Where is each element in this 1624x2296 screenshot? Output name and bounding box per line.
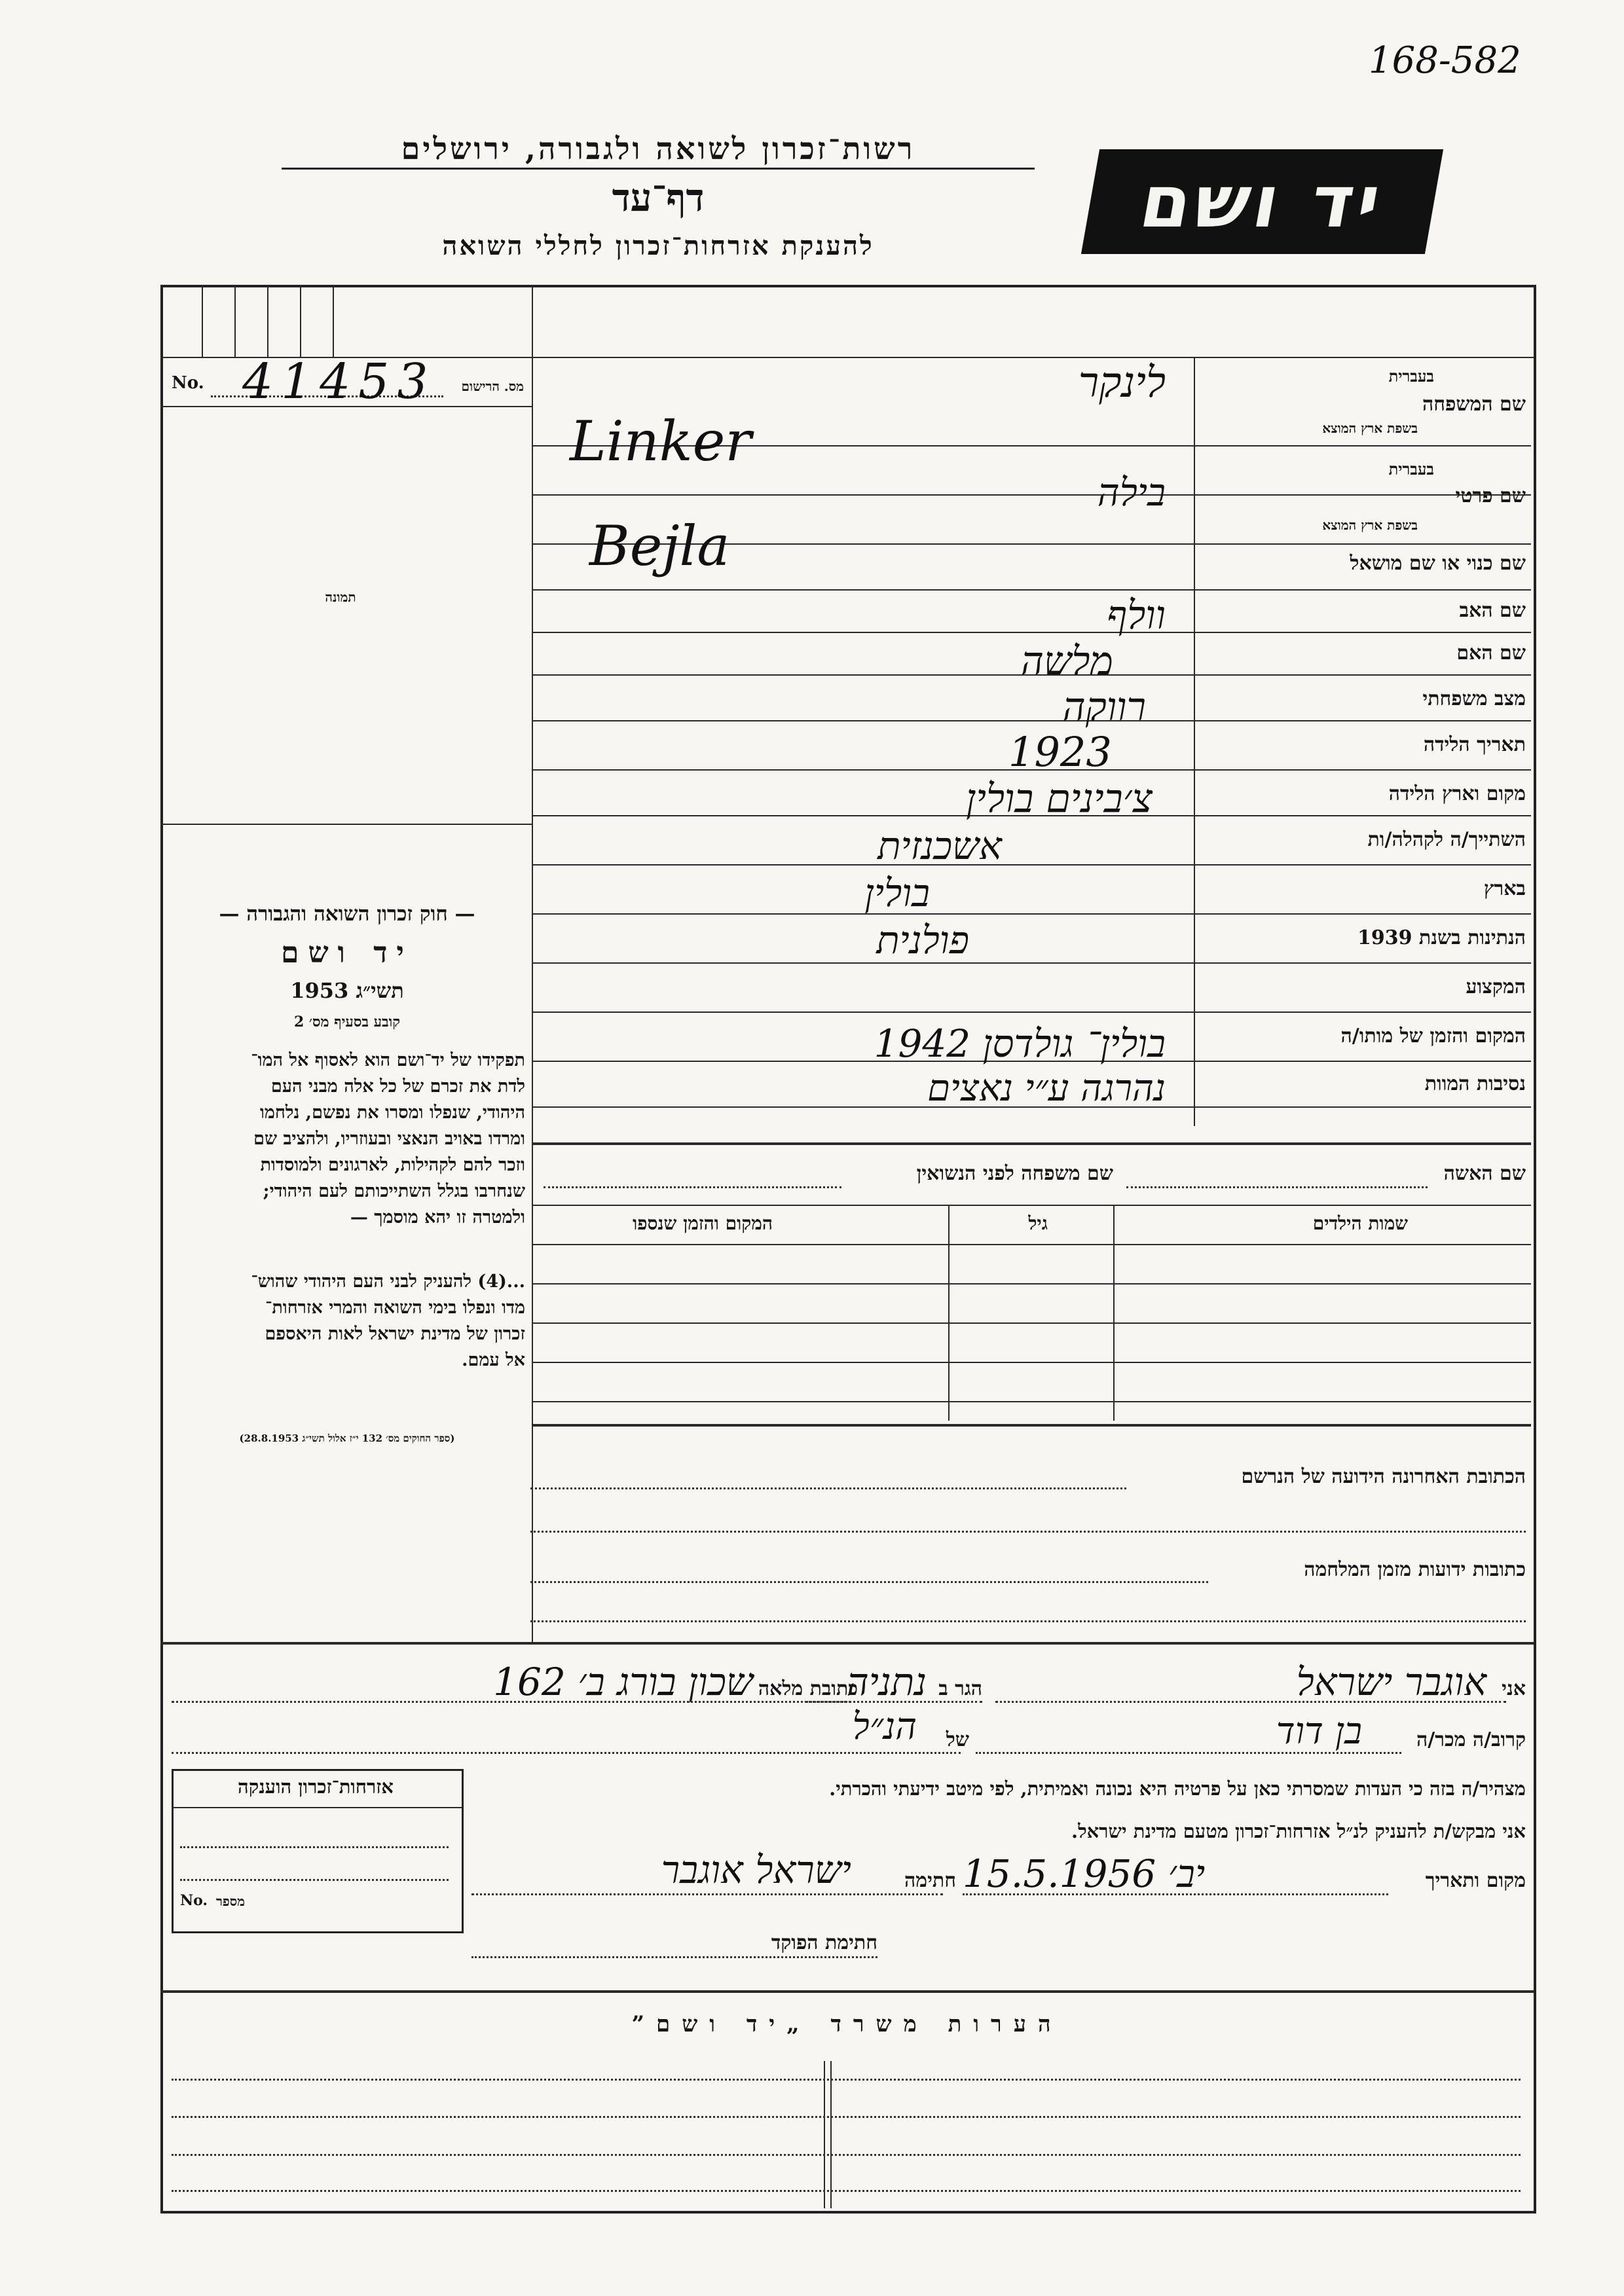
- label-relation: קרוב/ה מכר/ה: [1416, 1728, 1526, 1751]
- label-country: בארץ: [1483, 877, 1526, 900]
- grant-box-title: אזרחות־זכרון הוענקה: [238, 1776, 394, 1798]
- label-first-name-hebrew: בעברית: [1388, 460, 1434, 479]
- label-clerk-signature: חתימת הפוקד: [771, 1931, 877, 1954]
- label-father-name: שם האב: [1459, 599, 1526, 622]
- value-citizenship-1939: פולנית: [876, 918, 969, 962]
- value-birth-place: צ׳בינים בולין: [965, 776, 1153, 822]
- label-wartime-addresses: כתובות ידועות מזמן המלחמה: [1304, 1558, 1526, 1581]
- label-first-name: שם פרטי: [1455, 484, 1526, 507]
- label-family-name: שם המשפחה: [1422, 393, 1526, 416]
- label-signature: חתימה: [904, 1869, 956, 1892]
- label-declarant: אני: [1502, 1677, 1526, 1700]
- declaration-statement-2: אני מבקש/ת להעניק לנ״ל אזרחות־זכרון מטעם מדינת ישראל.: [1071, 1820, 1526, 1842]
- label-mother-name: שם האם: [1456, 642, 1526, 665]
- law-citation: (ספר החוקים מס׳ 132 י״ז אלול תשי״ג 28.8.1953): [239, 1432, 455, 1444]
- form-subtitle: להענקת אזרחות־זכרון לחללי השואה: [442, 230, 874, 261]
- value-address: שכון בורג ב׳ 162: [493, 1660, 753, 1704]
- value-death-place-time: בולין־ גולדסן 1942: [874, 1021, 1166, 1066]
- grant-box-no-label: No.: [180, 1892, 208, 1909]
- label-last-known-address: הכתובת האחרונה הידועה של הנרשם: [1241, 1465, 1526, 1488]
- value-death-circumstances: נהרגה ע״י נאצים: [927, 1067, 1166, 1110]
- label-of: של: [946, 1728, 969, 1751]
- law-name: יד ושם: [281, 936, 413, 970]
- value-first-name: בילה: [1097, 470, 1166, 515]
- registration-number: 41453: [242, 354, 436, 410]
- law-paragraph-2: ...(4) להעניק לבני העם היהודי שהוש־ מדו ונפלו בימי השואה והמרי אזרחות־ זכרון של מדינת ישראל לאות היאספם אל עמם.: [251, 1271, 525, 1370]
- logo-text: יד ושם: [1134, 160, 1391, 244]
- archive-number: 168-582: [1369, 39, 1521, 82]
- law-paragraph-1: תפקידו של יד־ושם הוא לאסוף אל המו־ לדת את זכרם של כל אלה מבני העם היהודי, שנפלו ומסרו את נפשם, נלחמו ומרדו באויב הנאצי ובעוזריו, ולהציב שם וזכר להם לקהילות, לארגונים ולמוסדות שנחרבו בגלל השתייכותם לעם היהודי; ולמטרה זו יהא מוסמך —: [251, 1050, 525, 1228]
- label-full-address: כתובת מלאה: [758, 1677, 858, 1700]
- label-resides: הגר ב: [938, 1677, 982, 1700]
- law-year: תשי״ג 1953: [290, 978, 404, 1003]
- office-remarks-title: הערות משרד „יד ושם”: [631, 2011, 1063, 2037]
- law-title: — חוק זכרון השואה והגבורה —: [219, 902, 475, 926]
- value-place-date: יב׳ 15.5.1956: [963, 1851, 1206, 1896]
- value-father-name: וולף: [1107, 592, 1166, 638]
- value-family-name-latin: Linker: [570, 409, 752, 473]
- label-death-place-time: המקום והזמן של מותו/ה: [1340, 1025, 1526, 1048]
- grant-box-number-label: מספר: [216, 1893, 245, 1909]
- value-first-name-latin: Bejla: [589, 514, 730, 578]
- declaration-statement-1: מצהיר/ה בזה כי העדות שמסרתי כאן על פרטיה היא נכונה ואמיתית, לפי מיטב ידיעתי והכרתי.: [829, 1777, 1526, 1800]
- label-family-name-hebrew: בעברית: [1388, 367, 1434, 386]
- registration-label: מס. הרישום: [461, 378, 524, 394]
- registration-no-label: No.: [172, 373, 204, 393]
- label-birth-date: תאריך הלידה: [1423, 733, 1526, 756]
- value-mother-name: מלשה: [1020, 638, 1113, 684]
- label-first-name-native: בשפת ארץ המוצא: [1322, 517, 1418, 533]
- form-title: דף־עד: [612, 175, 705, 220]
- value-community: אשכנזית: [877, 824, 1002, 868]
- label-birth-place: מקום וארץ הלידה: [1388, 782, 1526, 805]
- label-citizenship-1939: הנתינות בשנת 1939: [1357, 926, 1526, 949]
- label-wife-name: שם האשה: [1443, 1162, 1526, 1185]
- label-death-circumstances: נסיבות המוות: [1424, 1072, 1526, 1095]
- value-family-name: לינקר: [1078, 359, 1166, 407]
- children-header-age: גיל: [1028, 1212, 1048, 1234]
- label-nickname: שם כנוי או שם מושאל: [1350, 552, 1526, 575]
- value-declarant-name: אוגבר ישראל: [1296, 1660, 1486, 1704]
- label-profession: המקצוע: [1466, 975, 1526, 998]
- value-relation: בן דוד: [1276, 1710, 1362, 1753]
- yad-vashem-logo: [1081, 149, 1443, 254]
- label-place-date: מקום ותאריך: [1425, 1869, 1526, 1892]
- label-marital-status: מצב משפחתי: [1422, 687, 1526, 710]
- label-family-name-native: בשפת ארץ המוצא: [1322, 420, 1418, 436]
- authority-heading: רשות־זכרון לשואה ולגבורה, ירושלים: [282, 131, 1035, 170]
- children-header-names: שמות הילדים: [1312, 1212, 1408, 1234]
- value-marital-status: רווקה: [1062, 684, 1146, 730]
- label-community: השתייך/ה לקהלה/ות: [1367, 828, 1526, 851]
- children-header-place-time: המקום והזמן שנספו: [633, 1212, 773, 1234]
- value-country: בולין: [864, 871, 930, 915]
- photo-label: תמונה: [325, 589, 356, 605]
- label-maiden-name: שם משפחה לפני הנשואין: [916, 1162, 1113, 1185]
- value-signature: ישראל אוגבר: [661, 1848, 851, 1892]
- value-birth-date: 1923: [1008, 728, 1112, 776]
- law-section: קובע בסעיף מס׳ 2: [293, 1013, 401, 1030]
- value-of: הנ״ל: [852, 1705, 917, 1748]
- value-city: נתניה: [846, 1660, 927, 1704]
